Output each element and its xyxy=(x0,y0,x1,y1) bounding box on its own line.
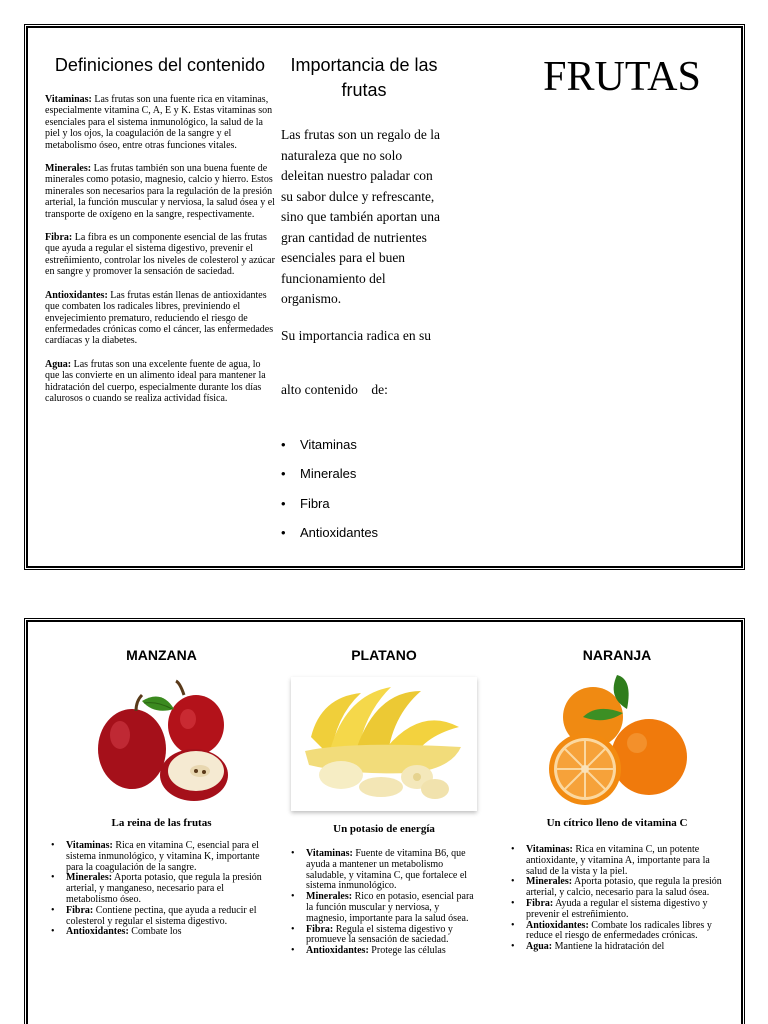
list-item: • Antioxidantes: Combate los xyxy=(49,927,274,938)
definition-item: Agua: Las frutas son una excelente fuente de agua, lo que las convierte en un alimento ideal para mantener la hidratación del cuerpo, especialmente durante los días calurosos o cuando se realiza actividad física. xyxy=(45,358,266,404)
definition-item: Minerales: Las frutas también son una buena fuente de minerales como potasio, magnesio, calcio y hierro. Estos minerales son necesarios para la regulación de la presión arterial, la función muscular y nerviosa, la salud ósea y el transporte de oxígeno en la sangre, respectivamente. xyxy=(45,163,275,220)
importance-column xyxy=(281,53,447,556)
list-item: • Fibra: Regula el sistema digestivo y promueve la sensación de saciedad. xyxy=(289,925,479,947)
list-item: • Vitaminas: Fuente de vitamina B6, que ayuda a mantener un metabolismo saludable, y vitamina C, que fortalece el sistema inmunológico. xyxy=(289,849,479,892)
fruit-column-banana xyxy=(289,647,479,957)
list-item: • Antioxidantes: Combate los radicales libres y reduce el riesgo de enfermedades crónicas. xyxy=(509,921,725,943)
nutrient-list xyxy=(281,438,447,556)
definitions-column xyxy=(45,53,275,404)
definitions-title: Definiciones del contenido xyxy=(54,55,266,75)
orange-image xyxy=(537,673,697,811)
list-item: • Vitaminas: Rica en vitamina C, un potente antioxidante, y vitamina A, importante para la salud de la vista y la piel. xyxy=(509,845,725,877)
list-item: • Antioxidantes: Protege las células xyxy=(289,946,479,957)
importance-line-1: Su importancia radica en su xyxy=(281,327,431,343)
importance-line-2: alto contenido de: xyxy=(281,381,388,397)
list-item: • Vitaminas: Rica en vitamina C, esencial para el sistema inmunológico, y vitamina K, importante para la coagulación de la sangre. xyxy=(49,841,274,873)
brochure-page-1 xyxy=(24,24,745,570)
fruit-tagline: La reina de las frutas xyxy=(111,817,212,829)
list-item: • Minerales: Aporta potasio, que regula la presión arterial, y calcio, necesario para la salud ósea. xyxy=(509,877,725,899)
fruit-name: PLATANO xyxy=(351,647,417,663)
list-item: • Minerales: Aporta potasio, que regula la presión arterial, y manganeso, necesario para el metabolismo óseo. xyxy=(49,873,274,905)
list-item: • Antioxidantes xyxy=(281,526,447,556)
fruit-nutrient-list xyxy=(509,845,725,953)
list-item: • Fibra xyxy=(281,497,447,527)
brochure-page-2 xyxy=(24,618,745,1024)
importance-paragraph: Las frutas son un regalo de la naturaleza que no solo deleitan nuestro paladar con su sabor dulce y refrescante, sino que también aportan una gran cantidad de nutrientes esenciales para el buen funcionamiento del organismo. xyxy=(281,127,440,306)
fruit-column-apple xyxy=(49,647,274,938)
banana-image xyxy=(291,677,477,811)
fruit-tagline: Un potasio de energía xyxy=(333,823,435,835)
list-item: • Vitaminas xyxy=(281,438,447,468)
definition-item: Vitaminas: Las frutas son una fuente rica en vitaminas, especialmente vitamina C, A, E y K. Estas vitaminas son esenciales para el sistema inmunológico, la salud de la piel y los ojos, la coagulación de la sangre y el metabolismo óseo, entre otras funciones vitales. xyxy=(45,94,273,151)
brochure-title: FRUTAS xyxy=(543,54,701,100)
definition-item: Antioxidantes: Las frutas están llenas de antioxidantes que combaten los radicales libres, previniendo el envejecimiento prematuro, reduciendo el riesgo de enfermedades crónicas como el cáncer, las enfermedades cardíacas y la diabetes. xyxy=(45,289,274,347)
list-item: • Fibra: Ayuda a regular el sistema digestivo y prevenir el estreñimiento. xyxy=(509,899,725,921)
apple-image xyxy=(88,675,236,811)
list-item: • Minerales: Rico en potasio, esencial para la función muscular y nerviosa, y magnesio, importante para la salud ósea. xyxy=(289,892,479,924)
fruit-nutrient-list xyxy=(49,841,274,938)
definition-item: Fibra: La fibra es un componente esencial de las frutas que ayuda a regular el sistema digestivo, prevenir el estreñimiento, controlar los niveles de colesterol y azúcar en sangre y promover la sensación de saciedad. xyxy=(45,232,275,278)
fruit-column-orange xyxy=(509,647,725,953)
fruit-name: MANZANA xyxy=(126,647,197,663)
fruit-name: NARANJA xyxy=(582,647,652,663)
list-item: • Agua: Mantiene la hidratación del xyxy=(509,942,725,953)
importance-title: Importancia de las frutas xyxy=(290,55,438,100)
list-item: • Fibra: Contiene pectina, que ayuda a reducir el colesterol y regular el sistema digestivo. xyxy=(49,906,274,928)
fruit-nutrient-list xyxy=(289,849,479,957)
list-item: • Minerales xyxy=(281,467,447,497)
fruit-tagline: Un cítrico lleno de vitamina C xyxy=(546,817,688,829)
